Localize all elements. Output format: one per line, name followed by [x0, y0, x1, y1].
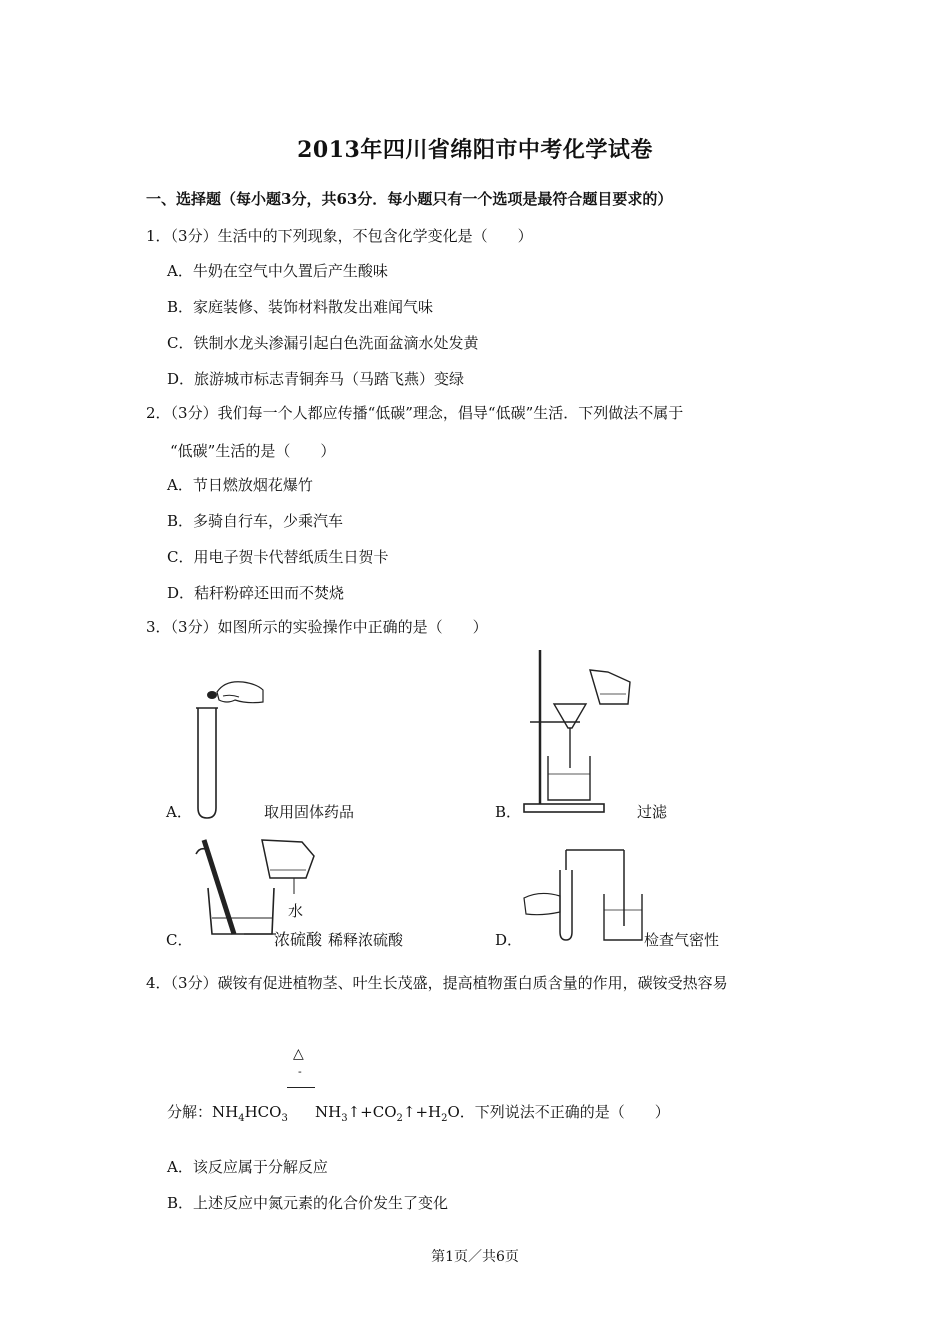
question-2-option-d[interactable]: D．秸秆粉碎还田而不焚烧 — [167, 584, 345, 602]
question-2-option-a[interactable]: A．节日燃放烟花爆竹 — [167, 476, 313, 494]
question-4-equation-right — [315, 1101, 670, 1124]
figure-d-airtightness — [520, 840, 645, 945]
question-1-option-c[interactable]: C．铁制水龙头渗漏引起白色洗面盆滴水处发黄 — [167, 334, 479, 352]
question-1-option-b[interactable]: B．家庭装修、装饰材料散发出难闻气味 — [167, 298, 434, 316]
figure-c-water-label: 水 — [288, 902, 304, 920]
figure-a-caption: 取用固体药品 — [264, 803, 355, 821]
question-4-option-a[interactable]: A．该反应属于分解反应 — [167, 1158, 328, 1176]
figure-a-letter[interactable]: A． — [166, 803, 192, 821]
question-1-option-d[interactable]: D．旅游城市标志青铜奔马（马踏飞燕）变绿 — [167, 370, 465, 388]
question-3-stem: 3．（3分）如图所示的实验操作中正确的是（ ） — [146, 618, 488, 636]
question-2-option-b[interactable]: B．多骑自行车，少乘汽车 — [167, 512, 344, 530]
figure-d-letter[interactable]: D． — [495, 931, 523, 949]
reaction-arrow-line — [287, 1087, 315, 1088]
question-4-stem: 4．（3分）碳铵有促进植物茎、叶生长茂盛，提高植物蛋白质含量的作用，碳铵受热容易 — [146, 974, 728, 992]
equation-tail: O．下列说法不正确的是（ ） — [447, 1103, 670, 1121]
figure-b-letter[interactable]: B． — [495, 803, 522, 821]
equation-sub-3b: 3 — [341, 1113, 348, 1124]
figure-b-caption: 过滤 — [637, 803, 668, 821]
equation-sub-2: 2 — [396, 1113, 403, 1124]
equation-h: ↑+H — [402, 1103, 442, 1121]
figure-b-filtration — [518, 648, 643, 818]
page-title: 2013年四川省绵阳市中考化学试卷 — [297, 137, 653, 163]
equation-co: ↑+CO — [347, 1103, 397, 1121]
equation-sub-4: 4 — [238, 1113, 245, 1124]
question-1-stem: 1．（3分）生活中的下列现象，不包含化学变化是（ ） — [146, 227, 533, 245]
equation-prefix: 分解：NH — [167, 1103, 239, 1121]
figure-c-acid-label: 浓硫酸 — [274, 930, 323, 949]
figure-c-caption: 稀释浓硫酸 — [328, 931, 404, 949]
equation-hco3: HCO — [244, 1103, 282, 1121]
section-heading: 一、选择题（每小题3分，共63分．每小题只有一个选项是最符合题目要求的） — [146, 190, 673, 208]
page-footer: 第1页／共6页 — [431, 1249, 519, 1265]
question-4-option-b[interactable]: B．上述反应中氮元素的化合价发生了变化 — [167, 1194, 449, 1212]
question-2-stem-continued: “低碳”生活的是（ ） — [170, 442, 336, 460]
question-1-option-a[interactable]: A．牛奶在空气中久置后产生酸味 — [167, 262, 388, 280]
question-2-stem: 2．（3分）我们每一个人都应传播“低碳”理念，倡导“低碳”生活．下列做法不属于 — [146, 404, 684, 422]
heat-dash: - — [298, 1065, 302, 1078]
question-2-option-c[interactable]: C．用电子贺卡代替纸质生日贺卡 — [167, 548, 389, 566]
equation-sub-2b: 2 — [441, 1113, 448, 1124]
equation-nh: NH — [315, 1103, 342, 1121]
question-4-equation-left — [167, 1101, 288, 1124]
figure-d-caption: 检查气密性 — [644, 931, 720, 949]
equation-sub-3: 3 — [281, 1113, 288, 1124]
heat-symbol: △ — [293, 1046, 304, 1062]
figure-c-letter[interactable]: C． — [166, 931, 193, 949]
figure-a-solid-reagent — [185, 668, 275, 823]
